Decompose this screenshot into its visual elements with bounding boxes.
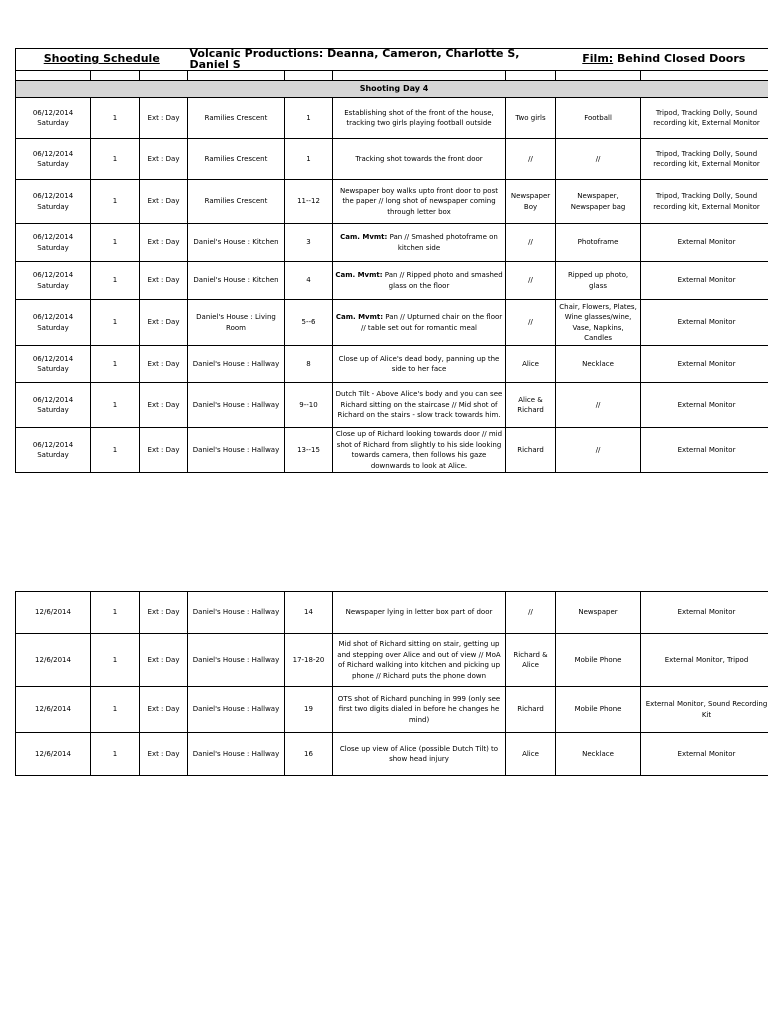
time-cell: Ext : Day bbox=[140, 428, 188, 473]
weekday-value: Saturday bbox=[37, 281, 69, 290]
shot-description: Pan // Smashed photoframe on kitchen side bbox=[387, 233, 498, 252]
props-cell: // bbox=[556, 139, 641, 180]
time-cell: Ext : Day bbox=[140, 346, 188, 383]
day-label: Shooting Day 4 bbox=[16, 81, 768, 98]
date-cell bbox=[16, 262, 91, 300]
shot-description: Pan // Upturned chair on the floor // table set out for romantic meal bbox=[360, 313, 503, 332]
cast-cell: Alice bbox=[506, 733, 556, 776]
props-cell: Ripped up photo, glass bbox=[556, 262, 641, 300]
table-row bbox=[16, 139, 768, 180]
cast-cell: Richard bbox=[506, 428, 556, 473]
location-cell: Daniel's House : Hallway bbox=[188, 346, 285, 383]
time-cell: Ext : Day bbox=[140, 98, 188, 139]
weekday-value: Saturday bbox=[37, 160, 69, 168]
shot-description: Tracking shot towards the front door bbox=[355, 154, 483, 163]
shot-description: Pan // Ripped photo and smashed glass on the floor bbox=[382, 271, 503, 290]
props-cell: Football bbox=[556, 98, 641, 139]
unit-cell: 1 bbox=[91, 592, 140, 634]
table-row bbox=[16, 180, 768, 224]
time-cell: Ext : Day bbox=[140, 592, 188, 634]
date-cell: 12/6/2014 bbox=[16, 592, 91, 634]
date-value: 06/12/2014 bbox=[32, 313, 74, 321]
date-cell bbox=[16, 224, 91, 262]
scene-cell: 8 bbox=[285, 346, 333, 383]
equipment-cell: External Monitor bbox=[641, 262, 768, 300]
description-cell bbox=[333, 346, 506, 383]
equipment-cell: External Monitor bbox=[641, 346, 768, 383]
date-cell bbox=[16, 139, 91, 180]
scene-cell: 13--15 bbox=[285, 428, 333, 473]
location-cell: Daniel's House : Living Room bbox=[188, 300, 285, 346]
date-value: 06/12/2014 bbox=[32, 149, 74, 158]
date-value: 06/12/2014 bbox=[32, 440, 74, 449]
location-cell: Daniel's House : Hallway bbox=[188, 383, 285, 428]
table-row bbox=[16, 592, 768, 634]
time-cell: Ext : Day bbox=[140, 634, 188, 687]
weekday-value: Saturday bbox=[37, 406, 69, 414]
equipment-cell: Tripod, Tracking Dolly, Sound recording kit, External Monitor bbox=[641, 180, 768, 224]
time-cell: Ext : Day bbox=[140, 224, 188, 262]
date-value: 06/12/2014 bbox=[32, 395, 74, 404]
shot-description: Close up of Alice's dead body, panning up the side to her face bbox=[338, 354, 500, 373]
equipment-cell: External Monitor bbox=[641, 300, 768, 346]
props-cell: Mobile Phone bbox=[556, 687, 641, 733]
equipment-cell: Tripod, Tracking Dolly, Sound recording kit, External Monitor bbox=[641, 98, 768, 139]
description-cell: OTS shot of Richard punching in 999 (only see first two digits dialed in before he changes he mind) bbox=[333, 687, 506, 733]
description-cell bbox=[333, 300, 506, 346]
scene-cell: 3 bbox=[285, 224, 333, 262]
description-cell bbox=[333, 262, 506, 300]
date-cell bbox=[16, 383, 91, 428]
scene-cell: 16 bbox=[285, 733, 333, 776]
scene-cell: 19 bbox=[285, 687, 333, 733]
equipment-cell: External Monitor bbox=[641, 383, 768, 428]
props-cell: Mobile Phone bbox=[556, 634, 641, 687]
date-cell bbox=[16, 180, 91, 224]
cast-cell: Alice & Richard bbox=[506, 383, 556, 428]
scene-cell: 1 bbox=[285, 139, 333, 180]
production-credit: Volcanic Productions: Deanna, Cameron, Charlotte S, Daniel S bbox=[188, 49, 556, 71]
unit-cell: 1 bbox=[91, 98, 140, 139]
cast-cell: // bbox=[506, 300, 556, 346]
date-cell: 12/6/2014 bbox=[16, 687, 91, 733]
cast-cell: Richard & Alice bbox=[506, 634, 556, 687]
schedule-title: Shooting Schedule bbox=[16, 49, 188, 71]
table-row bbox=[16, 346, 768, 383]
weekday-value: Saturday bbox=[37, 365, 69, 373]
table-row bbox=[16, 687, 768, 733]
props-cell: Necklace bbox=[556, 346, 641, 383]
cast-cell: // bbox=[506, 224, 556, 262]
equipment-cell: External Monitor bbox=[641, 733, 768, 776]
time-cell: Ext : Day bbox=[140, 139, 188, 180]
weekday-value: Saturday bbox=[37, 243, 69, 252]
equipment-cell: External Monitor, Sound Recording Kit bbox=[641, 687, 768, 733]
table-row bbox=[16, 428, 768, 473]
header-row bbox=[16, 49, 768, 71]
scene-cell: 4 bbox=[285, 262, 333, 300]
shot-description: Establishing shot of the front of the house, tracking two girls playing football outside bbox=[344, 108, 494, 127]
equipment-cell: Tripod, Tracking Dolly, Sound recording kit, External Monitor bbox=[641, 139, 768, 180]
scene-cell: 11--12 bbox=[285, 180, 333, 224]
date-value: 06/12/2014 bbox=[32, 192, 74, 200]
scene-cell: 14 bbox=[285, 592, 333, 634]
location-cell: Daniel's House : Hallway bbox=[188, 428, 285, 473]
scene-cell: 5--6 bbox=[285, 300, 333, 346]
location-cell: Ramilies Crescent bbox=[188, 139, 285, 180]
equipment-cell: External Monitor bbox=[641, 224, 768, 262]
location-cell: Daniel's House : Hallway bbox=[188, 592, 285, 634]
schedule-table-day4 bbox=[15, 48, 768, 473]
unit-cell: 1 bbox=[91, 262, 140, 300]
description-cell: Newspaper lying in letter box part of door bbox=[333, 592, 506, 634]
camera-movement-label: Cam. Mvmt: bbox=[335, 271, 383, 279]
location-cell: Daniel's House : Hallway bbox=[188, 634, 285, 687]
date-cell: 12/6/2014 bbox=[16, 733, 91, 776]
description-cell bbox=[333, 98, 506, 139]
description-cell bbox=[333, 224, 506, 262]
table-row bbox=[16, 98, 768, 139]
location-cell: Daniel's House : Kitchen bbox=[188, 224, 285, 262]
description-cell bbox=[333, 428, 506, 473]
shot-description: Dutch Tilt - Above Alice's body and you can see Richard sitting on the staircase // Mid shot of Richard on the stairs - slow track towards him. bbox=[335, 390, 503, 420]
date-cell bbox=[16, 98, 91, 139]
props-cell: Newspaper bbox=[556, 592, 641, 634]
date-value: 06/12/2014 bbox=[32, 271, 74, 279]
unit-cell: 1 bbox=[91, 139, 140, 180]
table-row bbox=[16, 634, 768, 687]
props-cell: Necklace bbox=[556, 733, 641, 776]
location-cell: Daniel's House : Hallway bbox=[188, 687, 285, 733]
location-cell: Daniel's House : Kitchen bbox=[188, 262, 285, 300]
unit-cell: 1 bbox=[91, 346, 140, 383]
date-cell bbox=[16, 346, 91, 383]
weekday-value: Saturday bbox=[37, 119, 69, 127]
description-cell: Mid shot of Richard sitting on stair, getting up and stepping over Alice and out of view // MoA of Richard walking into kitchen and picking up phone // Richard puts the phone down bbox=[333, 634, 506, 687]
unit-cell: 1 bbox=[91, 224, 140, 262]
props-cell: Newspaper, Newspaper bag bbox=[556, 180, 641, 224]
date-value: 06/12/2014 bbox=[32, 233, 74, 241]
scene-cell: 9--10 bbox=[285, 383, 333, 428]
weekday-value: Saturday bbox=[37, 323, 69, 332]
location-cell: Ramilies Crescent bbox=[188, 98, 285, 139]
equipment-cell: External Monitor bbox=[641, 592, 768, 634]
location-cell: Ramilies Crescent bbox=[188, 180, 285, 224]
table-row bbox=[16, 733, 768, 776]
description-cell bbox=[333, 139, 506, 180]
shot-description: Newspaper boy walks upto front door to post the paper // long shot of newspaper coming through letter box bbox=[340, 186, 498, 216]
table-row bbox=[16, 300, 768, 346]
film-title: Film: Behind Closed Doors bbox=[556, 49, 768, 71]
schedule-table-continued bbox=[15, 591, 768, 776]
props-cell: Chair, Flowers, Plates, Wine glasses/wine, Vase, Napkins, Candles bbox=[556, 300, 641, 346]
day-banner bbox=[16, 81, 768, 98]
unit-cell: 1 bbox=[91, 428, 140, 473]
table-row bbox=[16, 383, 768, 428]
description-cell bbox=[333, 383, 506, 428]
date-cell: 12/6/2014 bbox=[16, 634, 91, 687]
camera-movement-label: Cam. Mvmt: bbox=[335, 313, 384, 321]
location-cell: Daniel's House : Hallway bbox=[188, 733, 285, 776]
equipment-cell: External Monitor, Tripod bbox=[641, 634, 768, 687]
description-cell: Close up view of Alice (possible Dutch Tilt) to show head injury bbox=[333, 733, 506, 776]
props-cell: // bbox=[556, 383, 641, 428]
unit-cell: 1 bbox=[91, 180, 140, 224]
time-cell: Ext : Day bbox=[140, 383, 188, 428]
date-cell bbox=[16, 428, 91, 473]
unit-cell: 1 bbox=[91, 300, 140, 346]
props-cell: Photoframe bbox=[556, 224, 641, 262]
scene-cell: 1 bbox=[285, 98, 333, 139]
cast-cell: // bbox=[506, 592, 556, 634]
cast-cell: Newspaper Boy bbox=[506, 180, 556, 224]
cast-cell: Two girls bbox=[506, 98, 556, 139]
date-value: 06/12/2014 bbox=[32, 354, 74, 363]
weekday-value: Saturday bbox=[37, 451, 69, 459]
weekday-value: Saturday bbox=[37, 202, 69, 211]
unit-cell: 1 bbox=[91, 634, 140, 687]
scene-cell: 17-18-20 bbox=[285, 634, 333, 687]
table-row bbox=[16, 224, 768, 262]
time-cell: Ext : Day bbox=[140, 733, 188, 776]
description-cell bbox=[333, 180, 506, 224]
time-cell: Ext : Day bbox=[140, 300, 188, 346]
table-row bbox=[16, 262, 768, 300]
blank-row bbox=[16, 71, 768, 81]
cast-cell: // bbox=[506, 139, 556, 180]
camera-movement-label: Cam. Mvmt: bbox=[340, 233, 388, 241]
date-cell bbox=[16, 300, 91, 346]
time-cell: Ext : Day bbox=[140, 687, 188, 733]
props-cell: // bbox=[556, 428, 641, 473]
cast-cell: // bbox=[506, 262, 556, 300]
unit-cell: 1 bbox=[91, 383, 140, 428]
unit-cell: 1 bbox=[91, 687, 140, 733]
time-cell: Ext : Day bbox=[140, 180, 188, 224]
time-cell: Ext : Day bbox=[140, 262, 188, 300]
unit-cell: 1 bbox=[91, 733, 140, 776]
date-value: 06/12/2014 bbox=[32, 108, 74, 117]
cast-cell: Alice bbox=[506, 346, 556, 383]
cast-cell: Richard bbox=[506, 687, 556, 733]
equipment-cell: External Monitor bbox=[641, 428, 768, 473]
shot-description: Close up of Richard looking towards door // mid shot of Richard from slightly to his side looking towards camera, then follows his gaze downwards to look at Alice. bbox=[335, 430, 503, 470]
